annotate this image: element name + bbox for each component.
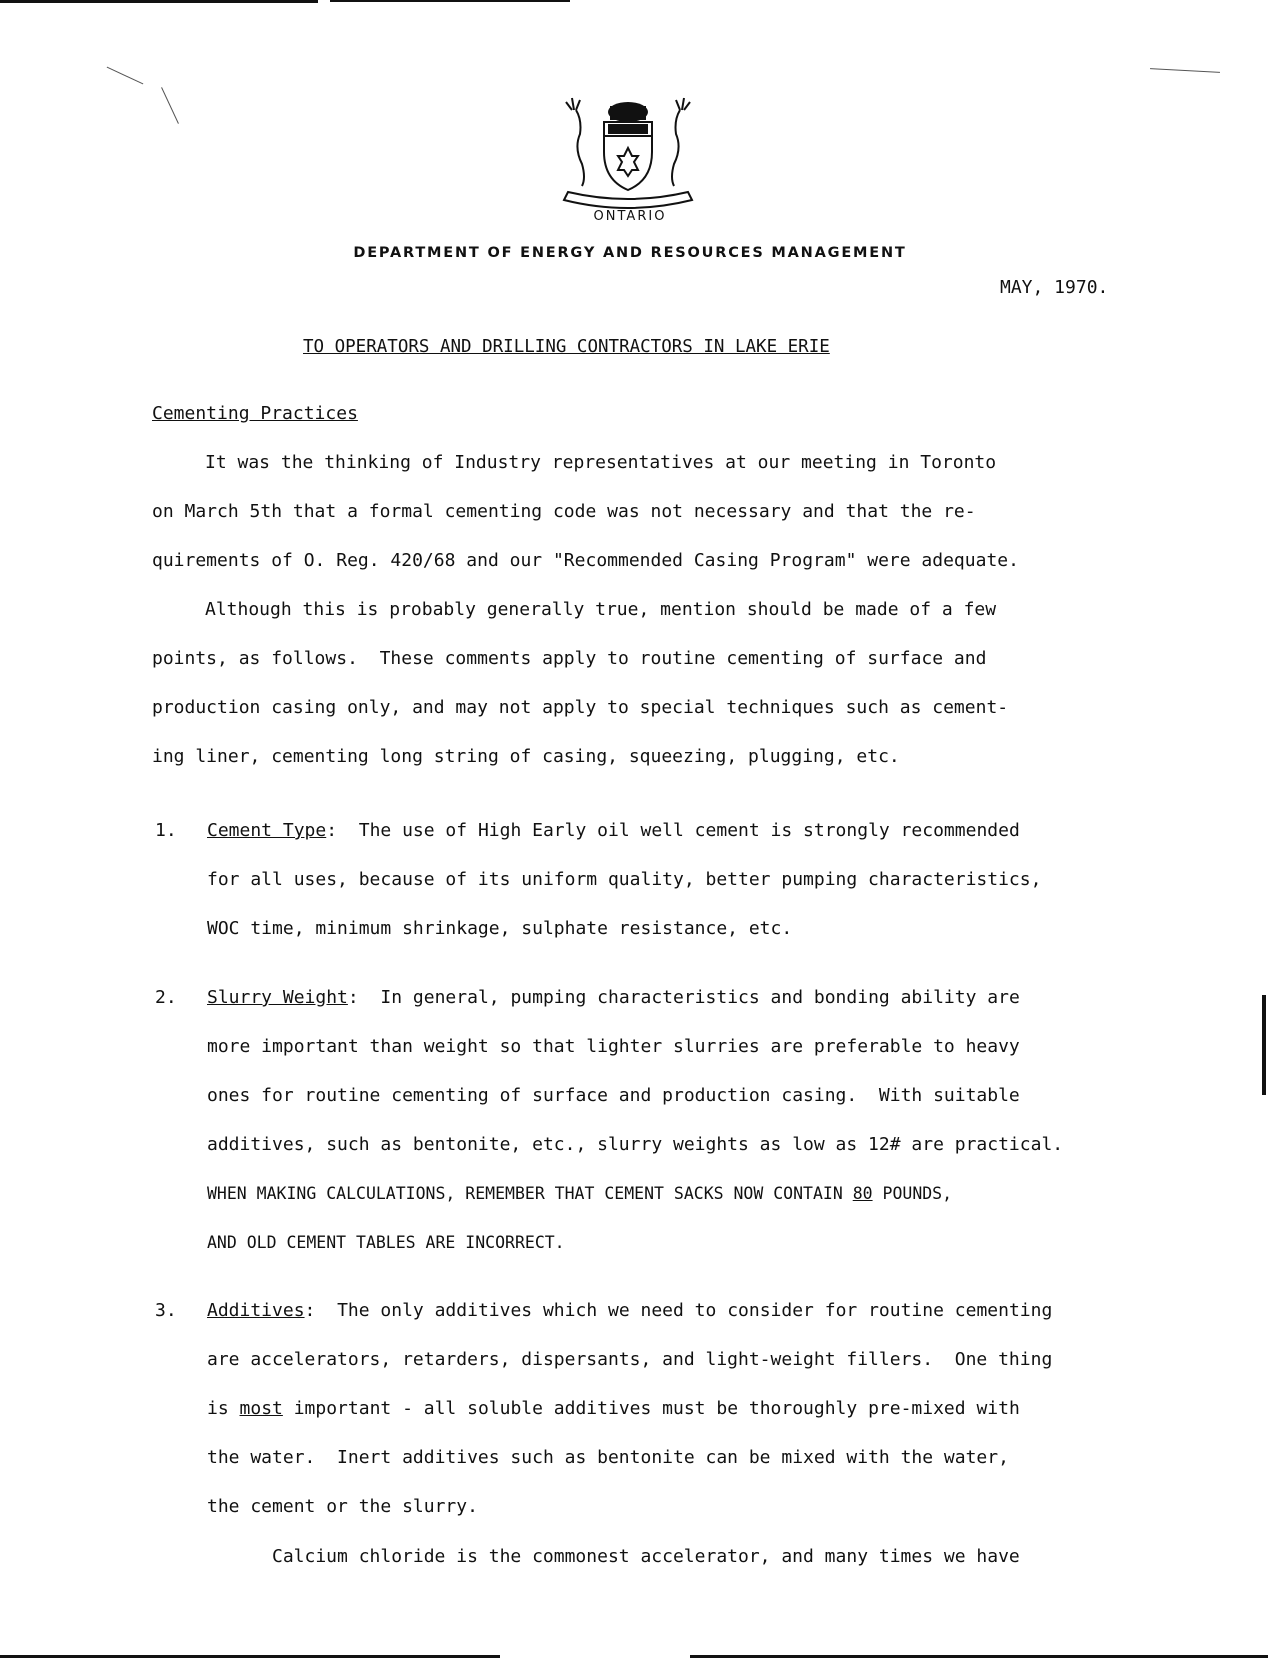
item-line: is most important - all soluble additives must be thoroughly pre-mixed with bbox=[207, 1398, 1020, 1419]
paragraph-line: It was the thinking of Industry representatives at our meeting in Toronto bbox=[205, 452, 997, 473]
paragraph-line: on March 5th that a formal cementing code was not necessary and that the re- bbox=[152, 501, 976, 522]
paragraph-line: Although this is probably generally true, mention should be made of a few bbox=[205, 599, 997, 620]
item-line: are accelerators, retarders, dispersants, and light-weight fillers. One thing bbox=[207, 1349, 1053, 1370]
emphasized-word: most bbox=[239, 1398, 283, 1419]
item-line: the water. Inert additives such as bentonite can be mixed with the water, bbox=[207, 1447, 1009, 1468]
document-date: MAY, 1970. bbox=[1000, 277, 1109, 298]
scan-mark bbox=[1150, 68, 1220, 73]
section-title: Cementing Practices bbox=[152, 403, 358, 424]
item-number: 1. bbox=[155, 820, 177, 841]
scan-mark bbox=[161, 87, 179, 124]
scan-edge-top-right bbox=[330, 0, 570, 2]
item-number: 3. bbox=[155, 1300, 177, 1321]
province-label: ONTARIO bbox=[593, 209, 667, 224]
item-heading: Additives bbox=[207, 1300, 305, 1321]
item-line: WOC time, minimum shrinkage, sulphate resistance, etc. bbox=[207, 918, 793, 939]
scan-edge-bottom-right bbox=[690, 1655, 1268, 1658]
emphasized-value: 80 bbox=[852, 1184, 873, 1203]
item-line: additives, such as bentonite, etc., slurry weights as low as 12# are practical. bbox=[207, 1134, 1064, 1155]
paragraph-line: quirements of O. Reg. 420/68 and our "Recommended Casing Program" were adequate. bbox=[152, 550, 1019, 571]
item-line: ones for routine cementing of surface and production casing. With suitable bbox=[207, 1085, 1020, 1106]
ontario-coat-of-arms-icon bbox=[558, 92, 698, 212]
item-heading: Cement Type bbox=[207, 820, 327, 841]
item-line: more important than weight so that lighter slurries are preferable to heavy bbox=[207, 1036, 1020, 1057]
item-2-first-line: Slurry Weight: In general, pumping characteristics and bonding ability are bbox=[207, 987, 1020, 1008]
scan-edge-bottom bbox=[0, 1655, 500, 1658]
item-caps-line: AND OLD CEMENT TABLES ARE INCORRECT. bbox=[207, 1233, 565, 1252]
item-line: the cement or the slurry. bbox=[207, 1496, 478, 1517]
paragraph-line: ing liner, cementing long string of casing, squeezing, plugging, etc. bbox=[152, 746, 900, 767]
subject-line: TO OPERATORS AND DRILLING CONTRACTORS IN LAKE ERIE bbox=[303, 337, 830, 357]
department-heading: DEPARTMENT OF ENERGY AND RESOURCES MANAGEMENT bbox=[353, 245, 907, 261]
item-1-first-line: Cement Type: The use of High Early oil well cement is strongly recommended bbox=[207, 820, 1020, 841]
scan-edge-top bbox=[0, 0, 318, 3]
scan-edge-right bbox=[1262, 995, 1266, 1095]
item-3-first-line: Additives: The only additives which we need to consider for routine cementing bbox=[207, 1300, 1053, 1321]
continuation-line: Calcium chloride is the commonest accelerator, and many times we have bbox=[272, 1546, 1020, 1567]
item-caps-line: WHEN MAKING CALCULATIONS, REMEMBER THAT CEMENT SACKS NOW CONTAIN 80 POUNDS, bbox=[207, 1184, 953, 1203]
item-number: 2. bbox=[155, 987, 177, 1008]
paragraph-line: points, as follows. These comments apply to routine cementing of surface and bbox=[152, 648, 987, 669]
scan-mark bbox=[107, 67, 144, 85]
paragraph-line: production casing only, and may not apply to special techniques such as cement- bbox=[152, 697, 1009, 718]
item-heading: Slurry Weight bbox=[207, 987, 348, 1008]
item-line: for all uses, because of its uniform quality, better pumping characteristics, bbox=[207, 869, 1042, 890]
